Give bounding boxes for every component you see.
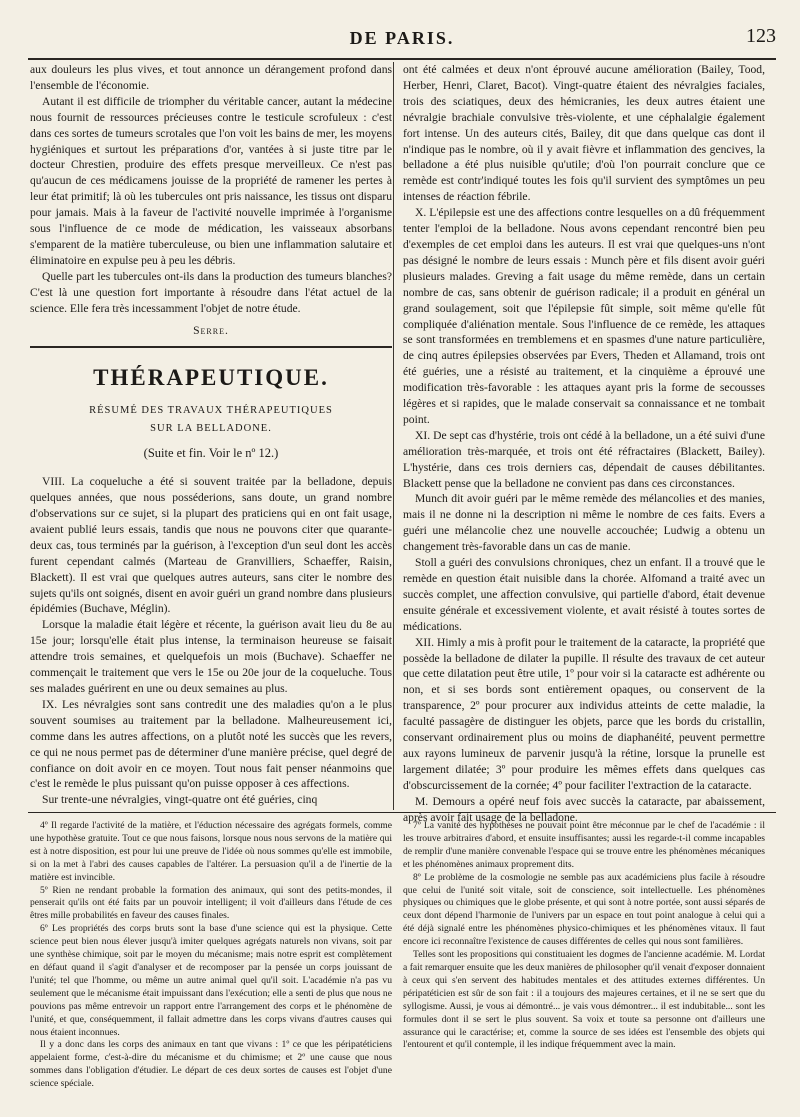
paragraph: M. Demours a opéré neuf fois avec succès la cataracte, par abaissement, après avoir fait usage de la belladone. bbox=[403, 794, 765, 824]
left-column bbox=[30, 62, 392, 808]
paragraph: VIII. La coqueluche a été si souvent traitée par la belladone, depuis quelques années, que nous posséderions, sans doute, un grand nombre d'observations sur ce sujet, si la plupart des praticiens qui en ont fait usage, avaient publié leurs essais, tandis que nous ne pouvons citer que quarante-deux cas, tous terminés par la guérison, à l'exception d'un seul dont les accès furent cependant calmés (Marteau de Granvilliers, Schaeffer, Raisin, Blackett). Il est vrai que quelques autres auteurs, sans citer le nombre des sujets qu'ils ont soignés, disent en avoir guéri un grand nombre dans plusieurs épidémies (Buchave, Méglin). bbox=[30, 475, 392, 616]
paragraph: Autant il est difficile de triompher du véritable cancer, autant la médecine nous fournit de ressources précieuses contre le testicule scrofuleux : c'est dans ces sortes de tumeurs scrotales que l'on voit les bains de mer, les moyens hygiéniques et surtout les préparations d'or, vantées à si juste titre par le docteur Chrestien, produire des effets presque merveilleux. Ce n'est pas qu'aucun de ces médicamens jouisse de la propriété de ramener les pertes à leur état primitif; là où les tubercules ont pris naissance, les tissus ont disparu pour jamais. Mais à la faveur de l'activité nouvelle imprimée à l'organisme sous l'influence de ce mode de médication, les vaisseaux absorbans s'emparent de la matière tuberculeuse, ou bien une inflammation salutaire et éliminatoire en expulse peu à peu les débris. bbox=[30, 94, 392, 267]
paragraph: Stoll a guéri des convulsions chroniques, chez un enfant. Il a trouvé que le remède en question était nuisible dans la chorée. Alfomand a traité avec un succès complet, une affection convulsive, qui partielle d'abord, était devenue ensuite générale et excessivement violente, et avait résisté à toutes sortes de médications. bbox=[403, 556, 765, 633]
column-divider bbox=[393, 62, 394, 810]
footnote-paragraph: 7º La vanité des hypothèses ne pouvait point être méconnue par le chef de l'académie : il les trouve arbitraires d'abord, et ensuite insuffisantes; aussi les regarde-t-il comme incapables de remplir d'une manière convenable l'espace qui se trouve entre les phénomènes mécaniques et les phénomènes animaux proprement dits. bbox=[403, 820, 765, 870]
footnote-paragraph: 4º Il regarde l'activité de la matière, et l'éduction nécessaire des agrégats formels, comme une hypothèse gratuite. Tout ce que nous faisons, lorsque nous nous servons de la matière qui est à notre disposition, est pour lui une preuve de l'idée où nous sommes qu'elle est immobile, si on la met à l'abri des causes capables de l'altérer. La persuasion qu'il a de l'inertie de la matière est invincible. bbox=[30, 820, 392, 883]
running-title: DE PARIS. bbox=[349, 28, 455, 48]
author-signature: Serre. bbox=[193, 323, 229, 337]
paragraph: Quelle part les tubercules ont-ils dans la production des tumeurs blanches? C'est là une question fort importante à résoudre dans l'état actuel de la science. Elle fera très incessamment l'objet de notre étude. bbox=[30, 269, 392, 315]
footnote-left-column bbox=[30, 820, 392, 1091]
article-subtitle: SUR LA BELLADONE. bbox=[150, 423, 272, 435]
footnote-paragraph: Telles sont les propositions qui constituaient les dogmes de l'ancienne académie. M. Lordat a fait remarquer ensuite que les deux manières de philosopher qu'il venait d'exposer donnaient à ceux qui s'en servent des habitudes mentales et des attitudes externes différentes. Un péripatéticien est sûr de son fait : il a toujours des majeures certaines, et il ne se sert que du syllogisme. Aussi, je vous ai démontré... je vais vous démontrer... il est indubitable... sont les formules dont il se sert le plus souvent. Sa voix et toute sa personne ont d'ailleurs une assurance qui le caractérise; et, comme la source de ses idées est l'ensemble des objets qui l'entourent et qu'il contemple, il les indique fréquemment avec la main. bbox=[403, 949, 765, 1051]
footnote-paragraph: Il y a donc dans les corps des animaux en tant que vivans : 1º ce que les péripatéticiens appelaient forme, c'est-à-dire du mécanisme et du chimisme; et 2º une cause que nous sommes dans l'obligation d'étudier. Le départ de ces deux sortes de causes est l'objet d'une science spéciale. bbox=[30, 1039, 392, 1090]
page-number: 123 bbox=[746, 25, 776, 47]
section-divider bbox=[30, 346, 392, 348]
footnote-rule bbox=[28, 812, 776, 813]
paragraph: aux douleurs les plus vives, et tout annonce un dérangement profond dans l'ensemble de l'économie. bbox=[30, 63, 392, 92]
article-subtitle: RÉSUMÉ DES TRAVAUX THÉRAPEUTIQUES bbox=[89, 405, 333, 417]
paragraph: IX. Les névralgies sont sans contredit une des maladies qu'on a le plus souvent soumises au traitement par la belladone. Malheureusement ici, comme dans les autres affections, on a plutôt noté les succès que les revers, ce qui ne nous permet pas de déterminer d'une manière précise, quel degré de confiance on doit avoir en ce moyen. Tout nous fait penser néanmoins que c'est le remède le plus puissant qu'on puisse opposer à ces affections. bbox=[30, 697, 392, 791]
continuation-note: (Suite et fin. Voir le nº 12.) bbox=[143, 446, 279, 461]
header-rule bbox=[28, 58, 776, 60]
paragraph: Munch dit avoir guéri par le même remède des mélancolies et des manies, mais il ne donne ni la description ni même le nombre de ces faits. Evers a guéri une mélancolie chez une nouvelle accouchée; Ludwig a obtenu un changement très-favorable dans un cas de manie. bbox=[403, 492, 765, 554]
paragraph: XII. Himly a mis à profit pour le traitement de la cataracte, la propriété que possède la belladone de dilater la pupille. Il résulte des travaux de cet auteur que cette dilatation peut être utile, 1º pour voir si la cataracte est adhérente ou non, et si ses bords sont entièrement opaques, ou conservent de la transparence, 2º pour procurer aux individus atteints de cette maladie, la faculté passagère de distinguer les objets, parce que les bords du cristallin, conservant ordinairement plus ou moins de diaphanéité, peuvent permettre aux rayons lumineux de parvenir jusqu'à la rétine, lorsque la prunelle est largement dilatée; 3º pour produire les mêmes effets dans quelques cas d'obscurcissement de la cornée; 4º pour faciliter l'extraction de la cataracte. bbox=[403, 635, 765, 792]
paragraph: XI. De sept cas d'hystérie, trois ont cédé à la belladone, un a été suivi d'une amélioration très-marquée, et trois ont été réfractaires (Blackett, Bailey). L'hystérie, dans ces trois derniers cas, dépendait de causes débilitantes. Blackett pense que la belladone ne convient pas dans ces circonstances. bbox=[403, 428, 765, 490]
paragraph: Sur trente-une névralgies, vingt-quatre ont été guéries, cinq bbox=[42, 793, 318, 807]
paragraph: Lorsque la maladie était légère et récente, la guérison avait lieu du 8e au 15e jour; lorsqu'elle était plus intense, la terminaison heureuse se faisait attendre trois semaines, et quelquefois un mois (Buchave). Schaeffer ne commençait le traitement que vers le 15e ou 20e jour de la coqueluche. Tous ses malades guérirent en une ou deux semaines au plus. bbox=[30, 618, 392, 695]
footnote-paragraph: 5º Rien ne rendant probable la formation des animaux, qui sont des petits-mondes, il penserait qu'ils ont été faits par un pouvoir intelligent; il voit d'ailleurs dans l'étude de ces êtres mille probabilités en faveur des causes finales. bbox=[30, 884, 392, 922]
paragraph: ont été calmées et deux n'ont éprouvé aucune amélioration (Bailey, Tood, Herber, Henri, Claret, Bacot). Vingt-quatre étaient des névralgies faciales, trois des sciatiques, deux des hémicranies, les deux autres étaient une névralgie brachiale convulsive très-violente, et une céphalalgie également fort intense. Un des auteurs cités, Bailey, dit que dans quelque cas dont il n'indique pas le nombre, où il y avait fièvre et inflammation des gencives, la belladone a été plus nuisible qu'utile; d'où l'on pourrait conclure que ce remède est contr'indiqué toutes les fois qu'il survient des symptômes un peu intenses de réaction fébrile. bbox=[403, 63, 765, 204]
paragraph: X. L'épilepsie est une des affections contre lesquelles on a dû fréquemment tenter l'emploi de la belladone. Nous avons cependant rencontré bien peu d'exemples de cet emploi dans les auteurs. Il est vrai que quelques-uns n'ont pas désigné le nombre de leurs essais : Munch père et fils disent avoir guéri plusieurs malades. Greving a fait usage du même remède, dans un certain nombre de cas, sans obtenir de guérison radicale; il a produit en général un grand soulagement, soit que l'épilepsie fût simple, soit même qu'elle fût compliquée d'aliénation mentale. Sous l'influence de ce remède, les attaques se sont transformées en tremblemens et en spasmes d'une nature particulière, de cinq autres épilepsies observées par Evers, Theden et Allamand, trois ont été guéries, une a résisté au traitement, et la cinquième a éprouvé une modification très-favorable : les attaques ayant pris la forme de secousses légères et si rapides, que le malade conservait sa connaissance et ne tombait point. bbox=[403, 206, 765, 426]
section-title: THÉRAPEUTIQUE. bbox=[93, 365, 329, 391]
right-column bbox=[403, 62, 765, 826]
footnote-right-column bbox=[403, 820, 765, 1052]
footnote-paragraph: 8º Le problème de la cosmologie ne semble pas aux académiciens plus facile à résoudre que celui de l'unité soit vitale, soit de conscience, soit intellectuelle. Les phénomènes physiques ou chimiques que le globe présente, et qui sont à notre portée, sont aussi séparés de ceux dont dépend l'harmonie de l'univers par un espace en tout point analogue à celui qui a été déjà signalé entre les phénomènes physico-chimiques et les phénomènes vitaux. Il faut encore ici reconnaître l'existence de causes différentes de celles qui nous sont familières. bbox=[403, 871, 765, 948]
footnote-paragraph: 6º Les propriétés des corps bruts sont la base d'une science qui est la physique. Cette science peut bien nous élever jusqu'à imiter quelques agrégats naturels non vivans, soit par une synthèse chimique, soit par le moyen du mécanisme; mais notre esprit est complètement en défaut quand il s'agit d'analyser et de recomposer par la pensée un corps jouissant de l'unité; tel que l'homme, ou même un autre animal quel qu'il soit. L'académie n'a pas vu seulement que le mécanisme était impuissant dans l'exécution; elle a senti de plus que nous ne pouvions pas même entrevoir un rapport entre l'arrangement des corps et le phénomène de l'unité, et que, conséquemment, il fallait admettre dans les corps vivans d'autres causes qui nous étaient inconnues. bbox=[30, 923, 392, 1038]
page-header bbox=[28, 22, 776, 56]
